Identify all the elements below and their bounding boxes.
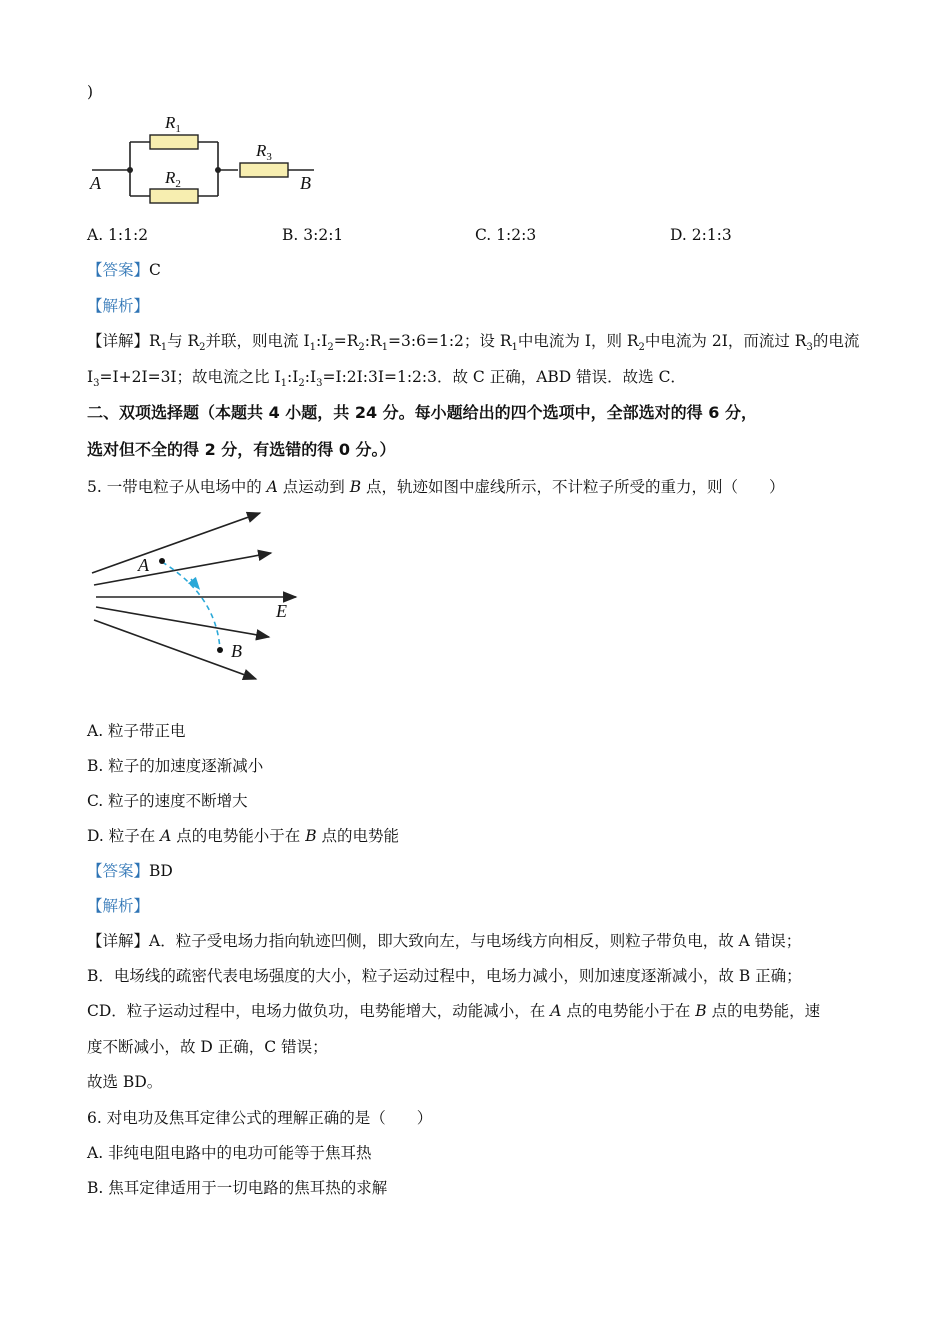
label-r3: $R_3$ [256,141,272,163]
q5-option-a: A. 粒子带正电 [87,722,186,740]
resistor-r2 [150,189,198,203]
answer-tag: 【答案】 [87,261,150,279]
answer-value: C [149,261,161,279]
q5-option-b: B. 粒子的加速度逐渐减小 [87,757,264,775]
junction-right [215,167,221,173]
junction-left [127,167,133,173]
q6-option-b: B. 焦耳定律适用于一切电路的焦耳热的求解 [87,1179,388,1197]
label-b: B [300,173,311,193]
label-r1: $R_1$ [165,113,181,135]
q5-detail-line-5: 故选 BD。 [87,1073,163,1091]
point-a [159,558,165,564]
detail-line-1: 【详解】$R_1$与 $R_2$并联，则电流 $I_1:I_2=R_2:R_1=3:6=1:2$；设 $R_1$中电流为 I，则 $R_2$中电流为 2I，而流过 $R_3$的电流 [87,332,860,354]
option-b: B. 3:2:1 [282,226,344,244]
q5-analysis-tag: 【解析】 [87,897,150,915]
option-d: D. 2:1:3 [670,226,732,244]
label-a: A [90,173,101,193]
question-stem-tail: ) [87,83,94,101]
q5-detail-line-4: 度不断减小，故 D 正确，C 错误； [87,1038,328,1056]
field-line-2 [94,553,271,585]
q5-detail-line-3: CD．粒子运动过程中，电场力做负功，电势能增大，动能减小，在 A 点的电势能小于在 B 点的电势能，速 [87,1002,821,1020]
section-heading-line-1: 二、双项选择题（本题共 4 小题，共 24 分。每小题给出的四个选项中，全部选对的得 6 分， [87,403,757,422]
q6-option-a: A. 非纯电阻电路中的电功可能等于焦耳热 [87,1144,372,1162]
question-5-stem: 5. 一带电粒子从电场中的 A 点运动到 B 点，轨迹如图中虚线所示，不计粒子所受的重力，则（ ） [87,478,785,496]
particle-trajectory [162,562,220,649]
answer-value: BD [149,862,173,880]
label-b: B [231,641,242,661]
field-line-1 [92,513,260,573]
answer-tag: 【答案】 [87,862,150,880]
circuit-diagram [88,108,320,210]
label-r2: $R_2$ [165,168,181,190]
q5-answer-line [87,861,173,881]
field-line-4 [96,607,269,637]
q5-detail-line-1: 【详解】A．粒子受电场力指向轨迹凹侧，即大致向左，与电场线方向相反，则粒子带负电，故 A 错误； [87,932,802,950]
label-e: E [276,601,287,621]
option-a: A. 1:1:2 [87,226,149,244]
section-heading-line-2: 选对但不全的得 2 分，有选错的得 0 分。） [87,440,396,459]
answer-line [87,260,161,280]
option-c: C. 1:2:3 [475,226,537,244]
resistor-r1 [150,135,198,149]
label-a: A [138,555,149,575]
electric-field-diagram [88,505,308,687]
resistor-r3 [240,163,288,177]
analysis-tag: 【解析】 [87,297,150,315]
q5-option-c: C. 粒子的速度不断增大 [87,792,248,810]
point-b [217,647,223,653]
q5-option-d: D. 粒子在 A 点的电势能小于在 B 点的电势能 [87,827,400,845]
q5-detail-line-2: B．电场线的疏密代表电场强度的大小，粒子运动过程中，电场力减小，则加速度逐渐减小，故 B 正确； [87,967,802,985]
detail-line-2: $I_3=I+2I=3I$；故电流之比 $I_1:I_2:I_3=I:2I:3I=1:2:3$．故 C 正确，ABD 错误．故选 C． [87,368,686,390]
question-6-stem: 6. 对电功及焦耳定律公式的理解正确的是（ ） [87,1109,433,1127]
